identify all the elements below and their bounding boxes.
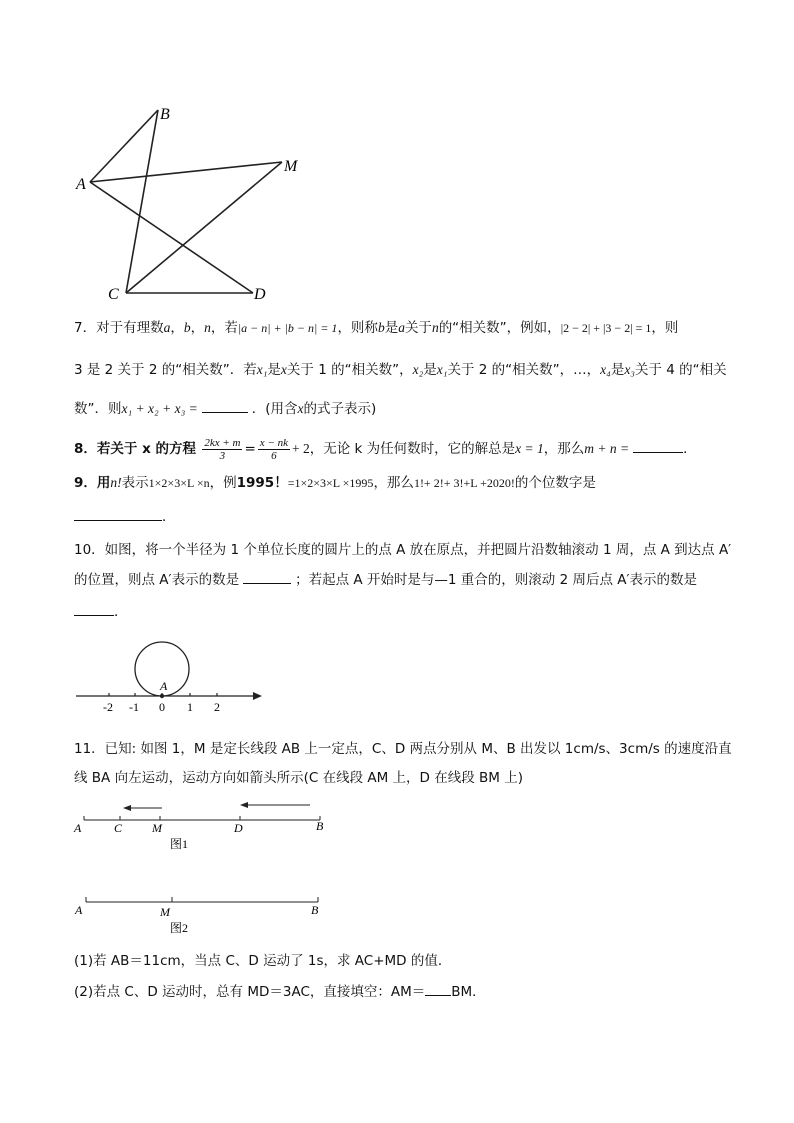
label-A: A xyxy=(76,176,86,193)
segment-MC xyxy=(126,162,282,293)
fig1-label-A: A xyxy=(74,821,82,835)
q8-fraction-left: $\frac{2kx + m}{3}$ xyxy=(204,436,241,462)
fig2-label-A: A xyxy=(75,903,83,917)
segment-BC xyxy=(126,110,158,293)
q7-line1: 7．对于有理数a，b，n，若|a − n| + |b − n| = 1，则称b是a关于n的“相关数”，例如，|2 − 2| + |3 − 2| = 1，则 xyxy=(74,320,679,336)
q10-answer-blank-2[interactable] xyxy=(74,601,114,616)
q11-line2: 线 BA 向左运动，运动方向如箭头所示(C 在线段 AM 上，D 在线段 BM 上) xyxy=(74,770,523,786)
fig2-caption: 图2 xyxy=(170,921,189,935)
geometry-figure xyxy=(70,95,310,310)
fig2-label-M: M xyxy=(160,905,170,919)
label-M: M xyxy=(284,158,298,175)
q7-line3: 数”．则x₁ + x₂ + x₃ = ．(用含x的式子表示) xyxy=(74,398,376,419)
q7-answer-blank[interactable] xyxy=(202,398,248,413)
number-line-figure xyxy=(72,636,272,716)
fig1-label-D: D xyxy=(234,821,243,835)
q8-fraction-right: $\frac{x - nk}{6}$ xyxy=(259,436,288,462)
q11-answer-blank[interactable] xyxy=(425,981,451,996)
q11-figure-2 xyxy=(70,890,340,936)
point-A-label: A xyxy=(160,679,168,693)
segment-AM xyxy=(90,162,282,182)
q11-part2: (2)若点 C、D 运动时，总有 MD＝3AC，直接填空：AM＝ BM． xyxy=(74,981,486,1002)
fig1-caption: 图1 xyxy=(170,837,189,851)
q7-condition: |a − n| + |b − n| = 1 xyxy=(237,321,338,335)
axis-arrow xyxy=(253,692,262,700)
fig1-label-B: B xyxy=(316,819,324,833)
q9-answer-blank[interactable] xyxy=(74,506,162,521)
label-D: D xyxy=(254,286,266,303)
fig2-label-B: B xyxy=(311,903,319,917)
tick-label-2: 2 xyxy=(214,700,220,714)
point-A xyxy=(160,694,164,698)
q11-figure-1 xyxy=(70,798,340,854)
q7-example: |2 − 2| + |3 − 2| = 1 xyxy=(560,321,652,335)
q10-line1: 10．如图，将一个半径为 1 个单位长度的圆片上的点 A 放在原点，并把圆片沿数轴滚动 1 周，点 A 到达点 A′ xyxy=(74,542,732,558)
q10-line2: 的位置，则点 A′表示的数是 ；若起点 A 开始时是与—1 重合的，则滚动 2 周后点 A′表示的数是 xyxy=(74,569,697,590)
fig1-label-M: M xyxy=(152,821,162,835)
fig1-label-C: C xyxy=(114,821,123,835)
q7-line2: 3 是 2 关于 2 的“相关数”．若x₁是x关于 1 的“相关数”，x₂是x₁关于 2 的“相关数”，…，x₄是x₃关于 4 的“相关 xyxy=(74,362,727,378)
q11-line1: 11．已知: 如图 1，M 是定长线段 AB 上一定点，C、D 两点分别从 M、B 出发以 1cm/s、3cm/s 的速度沿直 xyxy=(74,741,732,757)
tick-label-1: 1 xyxy=(187,700,193,714)
q9-line2: ． xyxy=(74,506,176,527)
tick-label-0: 0 xyxy=(159,700,165,714)
q10-answer-blank-1[interactable] xyxy=(243,569,291,584)
arrowhead-D xyxy=(240,802,248,808)
label-B: B xyxy=(160,106,170,123)
label-C: C xyxy=(108,286,119,303)
arrowhead-C xyxy=(123,805,131,811)
q8-line: 8．若关于 x 的方程 $\frac{2kx + m}{3}$ = $\frac{x - nk}{6}$ + 2，无论 k 为任何数时，它的解总是x = 1，那么m + n = ． xyxy=(74,436,697,462)
tick-label--2: -2 xyxy=(103,700,113,714)
tick-label--1: -1 xyxy=(129,700,139,714)
q9-line1: 9．用n!表示1×2×3×L ×n，例1995！=1×2×3×L ×1995，那么1!+ 2!+ 3!+L +2020!的个位数字是 xyxy=(74,475,596,491)
q11-part1: (1)若 AB＝11cm，当点 C、D 运动了 1s，求 AC+MD 的值． xyxy=(74,953,452,969)
q8-answer-blank[interactable] xyxy=(633,438,683,453)
segment-AD xyxy=(90,182,253,293)
q10-line3: ． xyxy=(74,601,128,622)
